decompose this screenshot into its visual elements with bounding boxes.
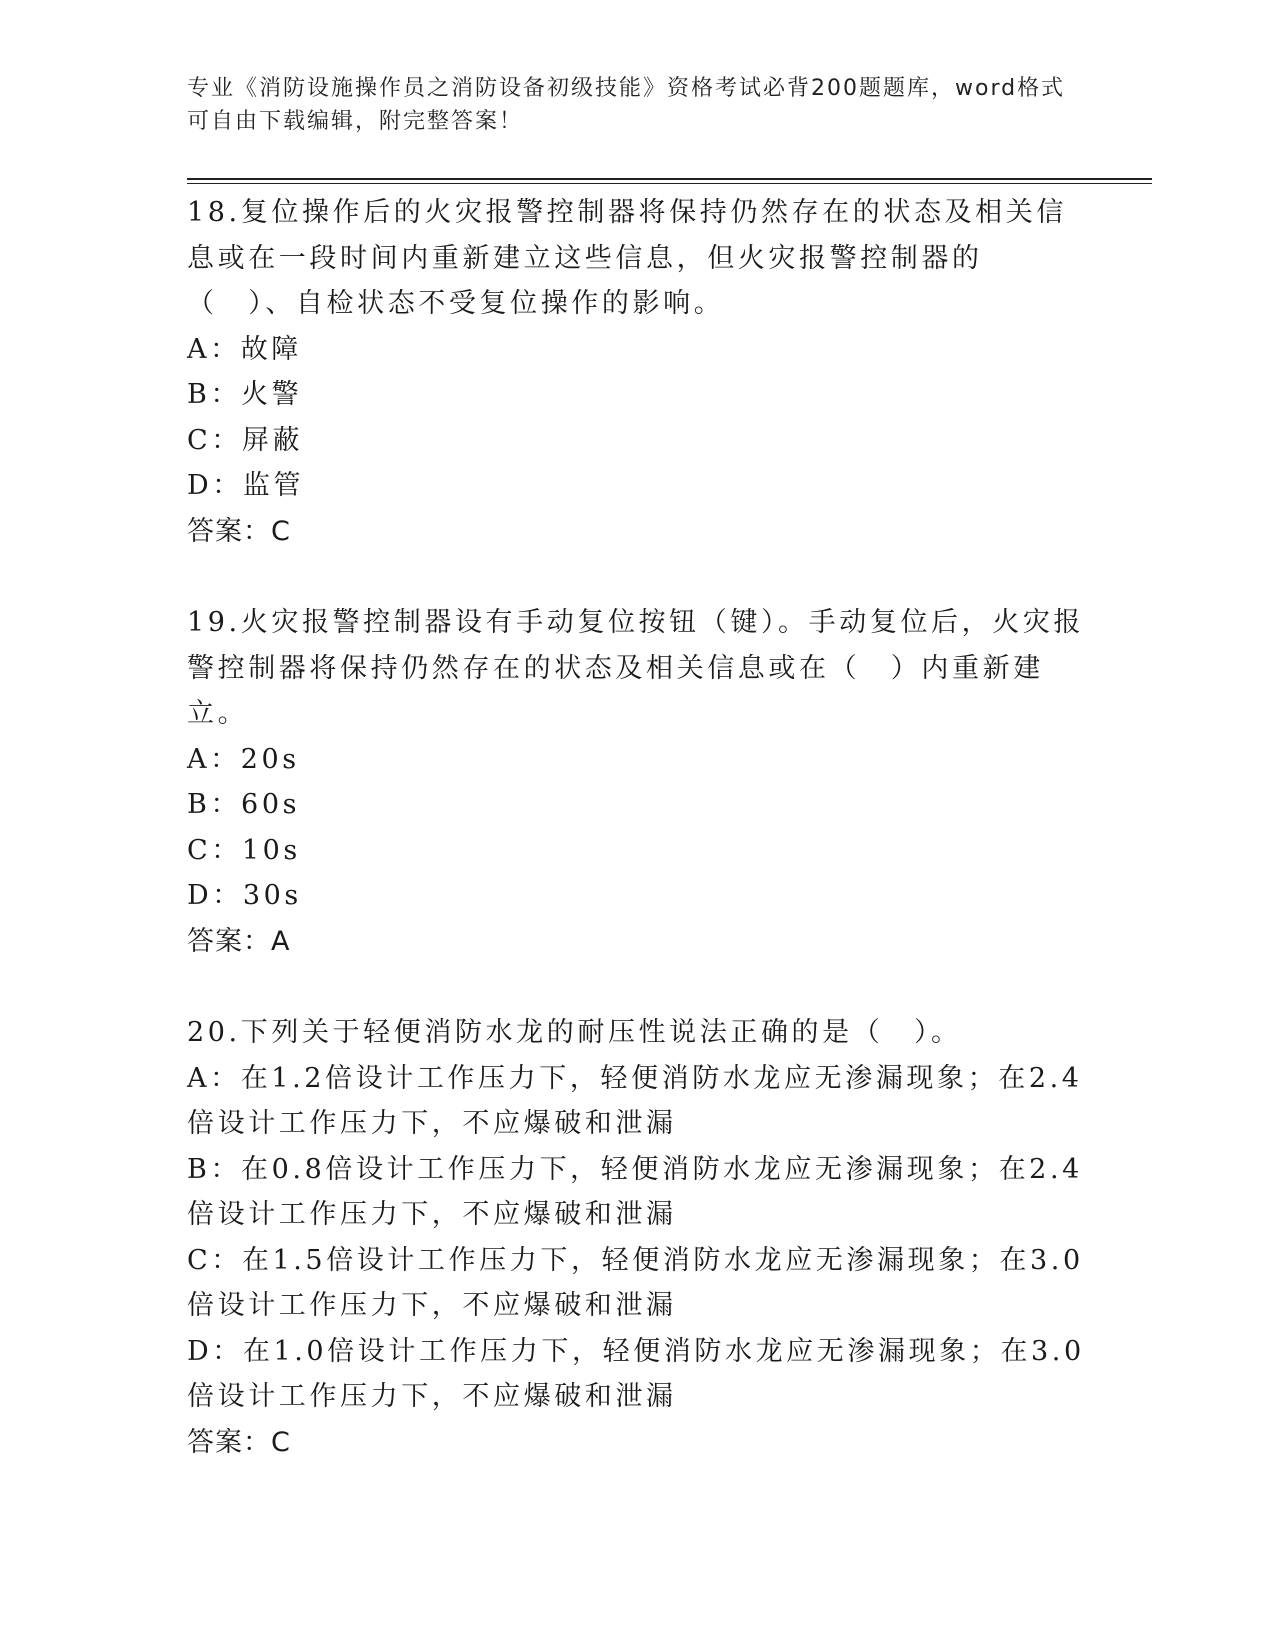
document-header: 专业《消防设施操作员之消防设备初级技能》资格考试必背200题题库，word格式可自由下载编辑，附完整答案！: [187, 76, 1066, 134]
option-b: B：60s: [187, 789, 301, 820]
option-c: C：10s: [187, 834, 301, 866]
option-b: B：在0.8倍设计工作压力下，轻便消防水龙应无渗漏现象；在2.4倍设计工作压力下，不应爆破和泄漏: [187, 1153, 1083, 1230]
option-d: D：30s: [187, 880, 302, 911]
option-d: D：监管: [187, 470, 305, 501]
option-a: A：20s: [187, 743, 300, 775]
question-19: [187, 600, 1087, 964]
answer: 答案：A: [187, 925, 291, 957]
option-c: C：屏蔽: [187, 424, 304, 456]
question-20: [187, 1010, 1087, 1465]
option-a: A：在1.2倍设计工作压力下，轻便消防水龙应无渗漏现象；在2.4倍设计工作压力下，不应爆破和泄漏: [187, 1062, 1083, 1139]
question-18: [187, 190, 1087, 554]
question-stem: 20.下列关于轻便消防水龙的耐压性说法正确的是（ ）。: [187, 1017, 962, 1048]
option-c: C：在1.5倍设计工作压力下，轻便消防水龙应无渗漏现象；在3.0倍设计工作压力下，不应爆破和泄漏: [187, 1244, 1084, 1321]
header-divider-thin: [187, 183, 1152, 184]
answer: 答案：C: [187, 1426, 291, 1458]
option-a: A：故障: [187, 333, 302, 365]
header-divider-thick: [187, 178, 1152, 180]
question-list: [187, 190, 1087, 1511]
answer: 答案：C: [187, 515, 291, 547]
option-d: D：在1.0倍设计工作压力下，轻便消防水龙应无渗漏现象；在3.0倍设计工作压力下，不应爆破和泄漏: [187, 1335, 1085, 1412]
question-stem: 19.火灾报警控制器设有手动复位按钮（键）。手动复位后，火灾报警控制器将保持仍然存在的状态及相关信息或在（ ）内重新建立。: [187, 607, 1085, 729]
option-b: B：火警: [187, 379, 303, 410]
question-stem: 18.复位操作后的火灾报警控制器将保持仍然存在的状态及相关信息或在一段时间内重新建立这些信息，但火灾报警控制器的（ ）、自检状态不受复位操作的影响。: [187, 197, 1067, 319]
